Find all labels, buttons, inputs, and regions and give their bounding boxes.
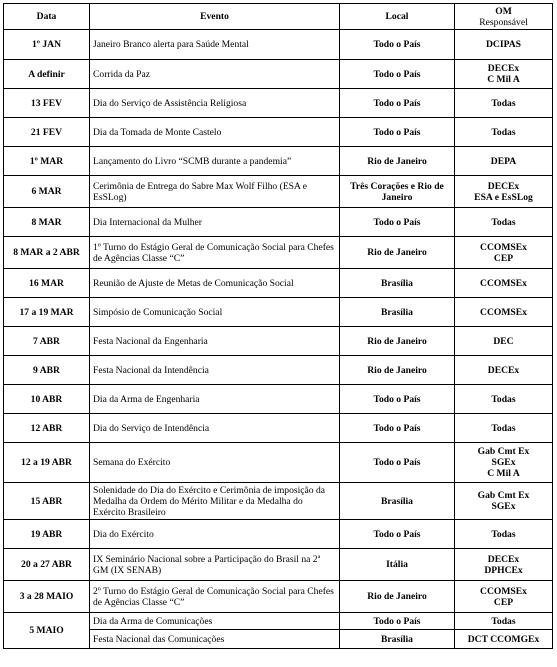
event-date: 20 a 27 ABR <box>4 549 90 581</box>
event-om: Todas <box>455 414 553 443</box>
header-row <box>4 4 553 30</box>
events-calendar-table <box>3 3 553 649</box>
event-local: Rio de Janeiro <box>340 356 455 385</box>
event-name: Dia da Tomada de Monte Castelo <box>90 118 340 147</box>
header-local: Local <box>340 4 455 30</box>
event-date: A definir <box>4 60 90 89</box>
event-name: Festa Nacional da Intendência <box>90 356 340 385</box>
event-local: Brasília <box>340 630 455 649</box>
event-om: CCOMSEx CEP <box>455 581 553 613</box>
event-name: Semana do Exército <box>90 443 340 483</box>
event-local: Todo o País <box>340 520 455 549</box>
event-om: Todas <box>455 118 553 147</box>
event-date: 3 a 28 MAIO <box>4 581 90 613</box>
event-date: 6 MAR <box>4 176 90 208</box>
event-date: 1º JAN <box>4 30 90 60</box>
header-om-line1: OM <box>495 5 512 17</box>
event-om: Gab Cmt Ex SGEx <box>455 483 553 520</box>
event-date: 12 a 19 ABR <box>4 443 90 483</box>
event-name: Festa Nacional da Engenharia <box>90 327 340 356</box>
event-name: Dia do Exército <box>90 520 340 549</box>
event-local: Todo o País <box>340 30 455 60</box>
event-local: Todo o País <box>340 208 455 237</box>
table-row <box>4 613 553 630</box>
event-om: Todas <box>455 520 553 549</box>
event-om: DECEx DPHCEx <box>455 549 553 581</box>
event-name: IX Seminário Nacional sobre a Participação do Brasil na 2ª GM (IX SENAB) <box>90 549 340 581</box>
event-name: Festa Nacional das Comunicações <box>90 630 340 649</box>
table-row <box>4 414 553 443</box>
event-local: Itália <box>340 549 455 581</box>
event-date: 5 MAIO <box>4 613 90 649</box>
event-date: 15 ABR <box>4 483 90 520</box>
table-row <box>4 356 553 385</box>
event-date: 19 ABR <box>4 520 90 549</box>
event-date: 21 FEV <box>4 118 90 147</box>
event-date: 8 MAR a 2 ABR <box>4 237 90 269</box>
event-date: 10 ABR <box>4 385 90 414</box>
event-name: Simpósio de Comunicação Social <box>90 298 340 327</box>
event-name: Reunião de Ajuste de Metas de Comunicação Social <box>90 269 340 298</box>
event-om: DECEx C Mil A <box>455 60 553 89</box>
event-local: Todo o País <box>340 443 455 483</box>
event-local: Brasília <box>340 269 455 298</box>
table-row <box>4 89 553 118</box>
table-row <box>4 147 553 176</box>
table-row <box>4 298 553 327</box>
table-row <box>4 520 553 549</box>
event-local: Todo o País <box>340 385 455 414</box>
event-date: 7 ABR <box>4 327 90 356</box>
event-name: 1º Turno do Estágio Geral de Comunicação Social para Chefes de Agências Classe “C” <box>90 237 340 269</box>
event-local: Todo o País <box>340 414 455 443</box>
event-local: Rio de Janeiro <box>340 147 455 176</box>
header-om-line2: Responsável <box>479 16 528 28</box>
event-date: 17 a 19 MAR <box>4 298 90 327</box>
event-local: Todo o País <box>340 89 455 118</box>
event-name: Corrida da Paz <box>90 60 340 89</box>
table-row <box>4 549 553 581</box>
event-name: Dia Internacional da Mulher <box>90 208 340 237</box>
header-date: Data <box>4 4 90 30</box>
event-om: Todas <box>455 89 553 118</box>
event-name: Dia do Serviço de Intendência <box>90 414 340 443</box>
event-local: Brasília <box>340 298 455 327</box>
header-event: Evento <box>90 4 340 30</box>
event-om: DEPA <box>455 147 553 176</box>
table-row <box>4 237 553 269</box>
table-row <box>4 581 553 613</box>
event-name: Lançamento do Livro “SCMB durante a pandemia” <box>90 147 340 176</box>
table-body <box>4 30 553 649</box>
table-row <box>4 208 553 237</box>
event-date: 9 ABR <box>4 356 90 385</box>
table-row <box>4 269 553 298</box>
event-om: Gab Cmt Ex SGEx C Mil A <box>455 443 553 483</box>
event-name: Cerimônia de Entrega do Sabre Max Wolf Filho (ESA e EsSLog) <box>90 176 340 208</box>
event-om: Todas <box>455 385 553 414</box>
header-om <box>455 4 553 30</box>
table-row <box>4 327 553 356</box>
table-row <box>4 60 553 89</box>
event-date: 1º MAR <box>4 147 90 176</box>
event-name: Solenidade do Dia do Exército e Cerimônia de imposição da Medalha da Ordem do Mérito Militar e da Medalha do Exército Brasileiro <box>90 483 340 520</box>
table-row <box>4 483 553 520</box>
event-local: Rio de Janeiro <box>340 237 455 269</box>
event-local: Todo o País <box>340 60 455 89</box>
event-local: Rio de Janeiro <box>340 327 455 356</box>
event-om: DEC <box>455 327 553 356</box>
table-row <box>4 385 553 414</box>
event-name: 2º Turno do Estágio Geral de Comunicação Social para Chefes de Agências Classe “C” <box>90 581 340 613</box>
event-name: Dia do Serviço de Assistência Religiosa <box>90 89 340 118</box>
event-om: CCOMSEx <box>455 298 553 327</box>
table-row <box>4 118 553 147</box>
event-om: Todas <box>455 208 553 237</box>
event-local: Rio de Janeiro <box>340 581 455 613</box>
event-name: Dia da Arma de Comunicações <box>90 613 340 630</box>
table-row <box>4 443 553 483</box>
event-date: 8 MAR <box>4 208 90 237</box>
event-om: DECEx ESA e EsSLog <box>455 176 553 208</box>
event-om: CCOMSEx <box>455 269 553 298</box>
event-local: Brasília <box>340 483 455 520</box>
event-om: Todas <box>455 613 553 630</box>
event-om: DCT CCOMGEx <box>455 630 553 649</box>
event-date: 12 ABR <box>4 414 90 443</box>
table-row <box>4 30 553 60</box>
event-om: DCIPAS <box>455 30 553 60</box>
event-local: Todo o País <box>340 613 455 630</box>
event-name: Dia da Arma de Engenharia <box>90 385 340 414</box>
event-om: DECEx <box>455 356 553 385</box>
event-local: Todo o País <box>340 118 455 147</box>
event-om: CCOMSEx CEP <box>455 237 553 269</box>
event-date: 16 MAR <box>4 269 90 298</box>
table-row <box>4 176 553 208</box>
event-local: Três Corações e Rio de Janeiro <box>340 176 455 208</box>
event-name: Janeiro Branco alerta para Saúde Mental <box>90 30 340 60</box>
event-date: 13 FEV <box>4 89 90 118</box>
